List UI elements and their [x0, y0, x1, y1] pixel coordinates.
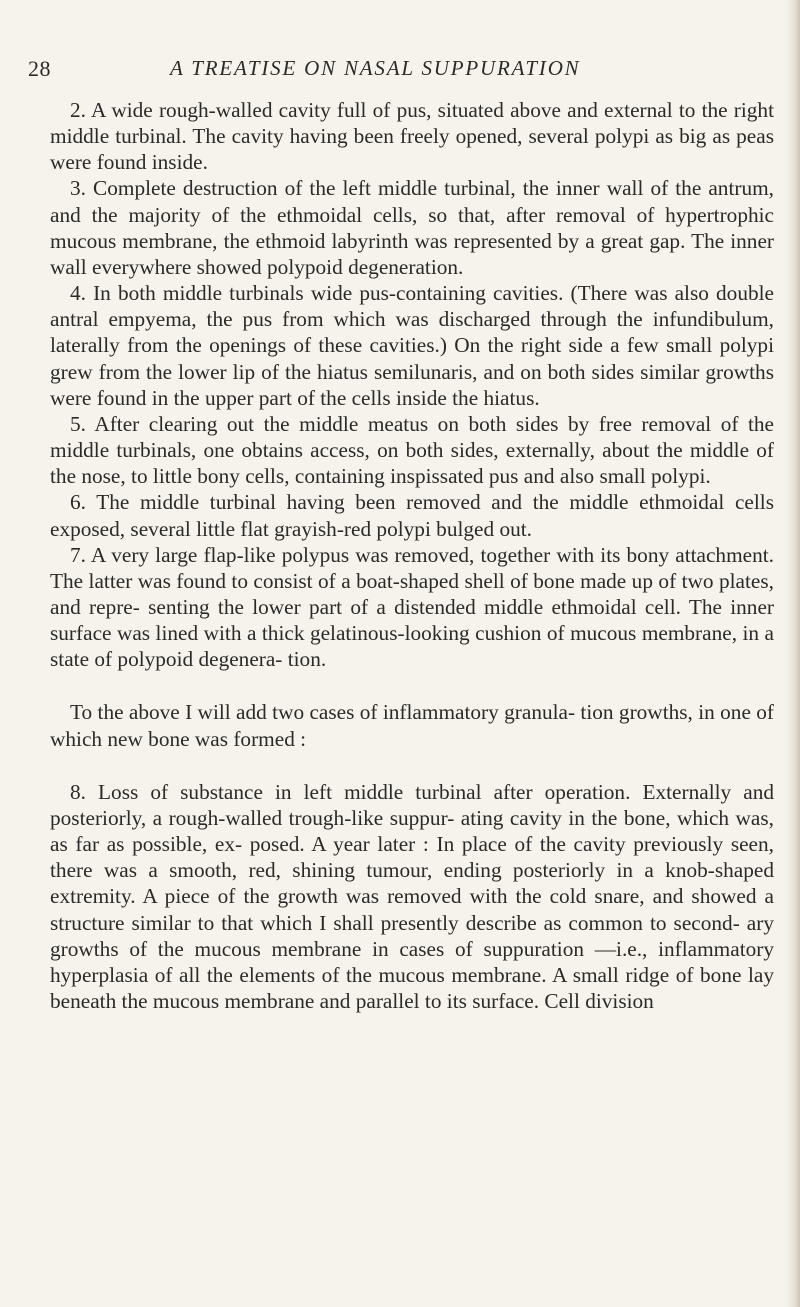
page-number: 28 [28, 56, 51, 81]
body-text [50, 97, 774, 1014]
page-edge-shadow [786, 0, 800, 1307]
paragraph-case-4: 4. In both middle turbinals wide pus-containing cavities. (There was also double antral empyema, the pus from which was discharged through the infundibulum, laterally from the openings of these cavities.) On the right side a few small polypi grew from the lower lip of the hiatus semilunaris, and on both sides similar growths were found in the upper part of the cells inside the hiatus. [50, 281, 774, 410]
paragraph-case-5: 5. After clearing out the middle meatus on both sides by free removal of the middle turbinals, one obtains access, on both sides, externally, about the middle of the nose, to little bony cells, containing inspissated pus and also small polypi. [50, 411, 774, 489]
paragraph-case-2: 2. A wide rough-walled cavity full of pus, situated above and external to the right middle turbinal. The cavity having been freely opened, several polypi as big as peas were found inside. [50, 98, 774, 175]
paragraph-case-8: 8. Loss of substance in left middle turbinal after operation. Externally and posteriorly, a rough-walled trough-like suppur- ating cavity in the bone, which was, as far as possible, ex- posed. A year later : In place of the cavity previously seen, there was a smooth, red, shining tumour, ending posteriorly in a knob-shaped extremity. A piece of the growth was removed with the cold snare, and showed a structure similar to that which I shall presently describe as common to second- ary growths of the mucous membrane in cases of suppuration —i.e., inflammatory hyperplasia of all the elements of the mucous membrane. A small ridge of bone lay beneath the mucous membrane and parallel to its surface. Cell division [50, 779, 774, 1013]
paragraph-case-3: 3. Complete destruction of the left middle turbinal, the inner wall of the antrum, and the majority of the ethmoidal cells, so that, after removal of hypertrophic mucous membrane, the ethmoid labyrinth was represented by a great gap. The inner wall everywhere showed polypoid degeneration. [50, 176, 774, 279]
page-header [28, 56, 768, 86]
running-title: A TREATISE ON NASAL SUPPURATION [170, 56, 581, 80]
paragraph-intro-granulation: To the above I will add two cases of inflammatory granula- tion growths, in one of which new bone was formed : [50, 700, 774, 751]
paragraph-case-6: 6. The middle turbinal having been removed and the middle ethmoidal cells exposed, several little flat grayish-red polypi bulged out. [50, 490, 774, 541]
paragraph-case-7: 7. A very large flap-like polypus was removed, together with its bony attachment. The latter was found to consist of a boat-shaped shell of bone made up of two plates, and repre- senting the lower part of a distended middle ethmoidal cell. The inner surface was lined with a thick gelatinous-looking cushion of mucous membrane, in a state of polypoid degenera- tion. [50, 542, 774, 672]
